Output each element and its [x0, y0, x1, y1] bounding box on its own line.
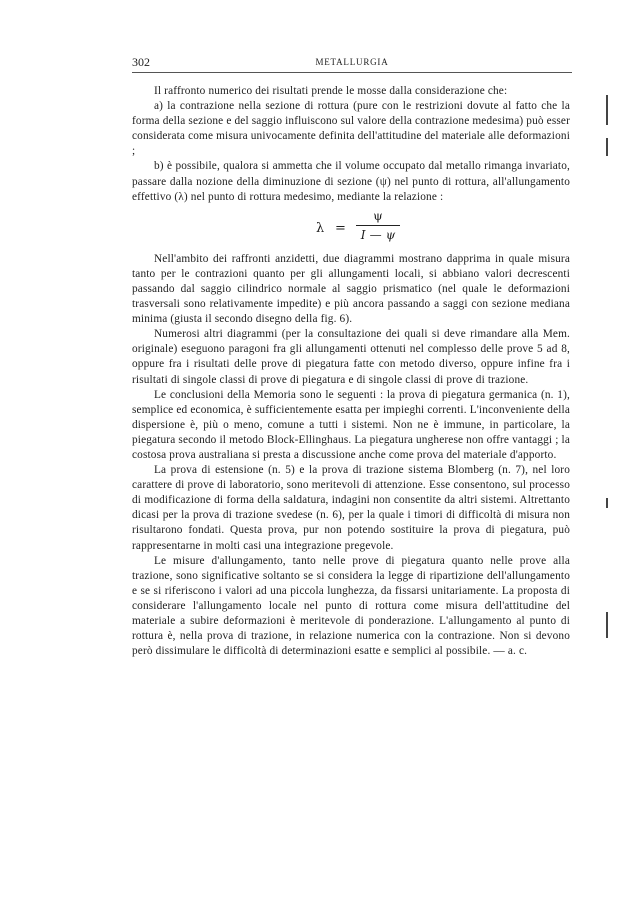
paragraph-elongation: Le misure d'allungamento, tanto nelle prove di piegatura quanto nelle prove alla trazione, sono significative soltanto se si considera la legge di ripartizione dell'allungamento e se si riferiscono i valori ad una piccola lunghezza, da fissarsi unitariamente. La proposta di considerare l'allungamento locale nel punto di rottura come misura dell'attitudine del materiale a subire deformazioni è meritevole di ponderazione. L'allungamento al punto di rottura è, nella prova di trazione, in relazione numerica con la contrazione. Non si devono però dissimulare le difficoltà di determinazioni esatte e semplici al possibile. — a. c.: [132, 554, 570, 658]
running-title: METALLURGIA: [315, 57, 389, 67]
scan-edge-mark: [606, 138, 608, 156]
page-number: 302: [132, 55, 150, 69]
header-rule: [132, 72, 572, 73]
formula-lhs: λ: [316, 220, 325, 236]
formula-lambda: [132, 208, 570, 250]
formula-fraction: [356, 208, 400, 243]
scan-edge-mark: [606, 498, 608, 508]
scan-edge-mark: [606, 612, 608, 638]
paragraph-diagrams: Nell'ambito dei raffronti anzidetti, due diagrammi mostrano dapprima in quale misura tanto per le contrazioni quanto per gli allungamenti locali, si abbiano valori decrescenti passando dal saggio cilindrico normale al saggio prismatico (nel quale le deformazioni trasversali sono relativamente impedite) e più ancora passando a saggi con sezione mediana minima (giusta il secondo disegno della fig. 6).: [132, 252, 570, 326]
article-body: [132, 84, 570, 659]
formula-numerator: ψ: [373, 208, 383, 223]
paragraph-conclusions: Le conclusioni della Memoria sono le seguenti : la prova di piegatura germanica (n. 1), semplice ed economica, è sufficientemente esatta per impieghi correnti. L'inconveniente della dispersione è, più o meno, comune a tutti i sistemi. Non ne è immune, in particolare, la piegatura secondo il metodo Block-Ellinghaus. La piegatura ungherese non offre vantaggi ; la costosa prova australiana si presta a discussione anche come prova del materiale d'apporto.: [132, 388, 570, 461]
page-header: [132, 55, 572, 71]
formula-equals: =: [335, 220, 347, 236]
formula-denominator: I — ψ: [360, 227, 396, 242]
paragraph-item-b: b) è possibile, qualora si ammetta che il volume occupato dal metallo rimanga invariato, passare dalla nozione della diminuzione di sezione (ψ) nel punto di rottura, all'allungamento effettivo (λ) nel punto di rottura medesimo, mediante la relazione :: [132, 160, 570, 203]
paragraph-intro: Il raffronto numerico dei risultati prende le mosse dalla considerazione che:: [154, 85, 508, 97]
fraction-bar: [356, 225, 400, 226]
paragraph-item-a: a) la contrazione nella sezione di rottura (pure con le restrizioni dovute al fatto che la forma della sezione e del saggio influiscono sul valore della contrazione medesima) può esser considerata come misura univocamente definita dell'attitudine del materiale alle deformazioni ;: [132, 100, 570, 158]
scan-edge-mark: [606, 95, 608, 125]
paragraph-comparisons: Numerosi altri diagrammi (per la consultazione dei quali si deve rimandare alla Mem. originale) eseguono paragoni fra gli allungamenti ottenuti nel complesso delle prove 5 ad 8, oppure fra i risultati delle prove di piegatura fatte con metodo diverso, oppure infine fra i risultati di singole classi di prove di piegatura e di singole classi di prove di trazione.: [132, 328, 570, 386]
paragraph-extension-test: La prova di estensione (n. 5) e la prova di trazione sistema Blomberg (n. 7), nel loro carattere di prove di laboratorio, sono meritevoli di attenzione. Esse consentono, sul processo di modificazione di forma della saldatura, indagini non consentite da altri sistemi. Altrettanto dicasi per la prova di trazione svedese (n. 6), per la quale i timori di difficoltà di misura non risultarono fondati. Questa prova, pur non potendo sostituire la prova di piegatura, può rappresentarne in molti casi una integrazione pregevole.: [132, 464, 570, 552]
